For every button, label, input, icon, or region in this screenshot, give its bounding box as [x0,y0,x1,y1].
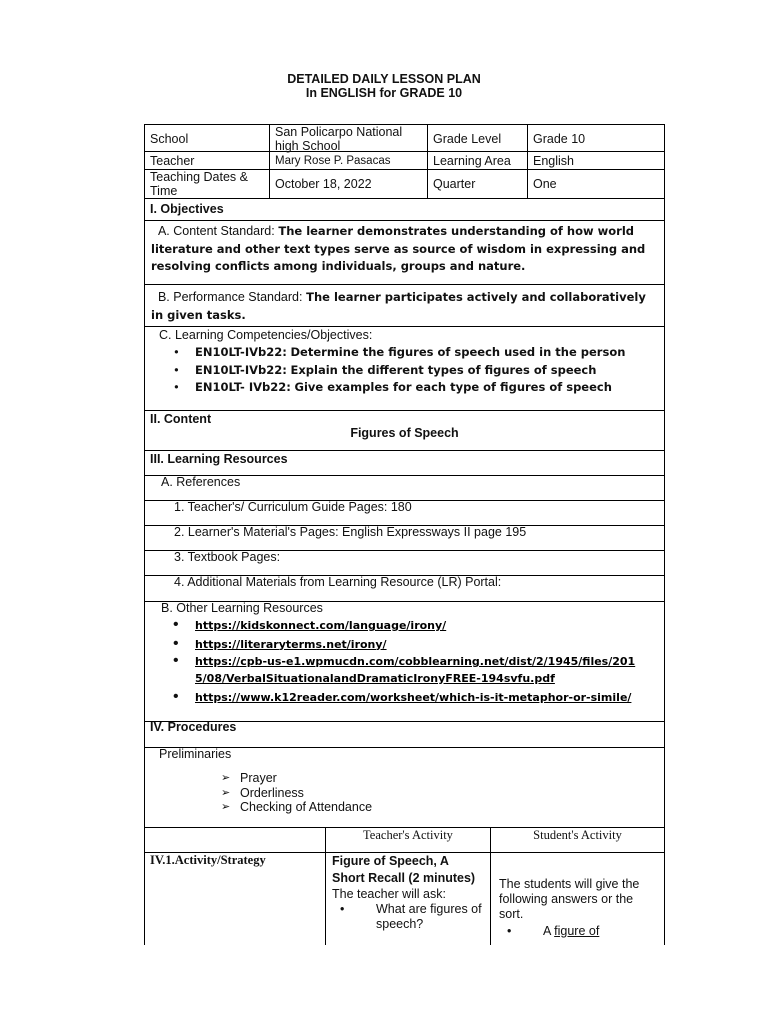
resource-link[interactable]: https://literaryterms.net/irony/ [195,637,387,651]
student-answer-list [499,924,656,939]
teacher-activity-intro: The teacher will ask: [332,887,446,901]
ref-learner-material: 2. Learner's Material's Pages: English Expressways II page 195 [174,525,527,539]
info-row-dates [145,170,664,199]
student-activity-cell [490,853,664,945]
teacher-activity-title: Figure of Speech, A Short Recall (2 minutes) [332,854,476,885]
teacher-activity-header: Teacher's Activity [325,828,490,852]
activity-header-row [145,828,664,853]
resource-link-item [165,653,645,687]
document-subtitle: In ENGLISH for GRADE 10 [305,86,463,100]
resource-link-item [165,688,645,707]
performance-standard-row [145,285,664,327]
ref-additional: 4. Additional Materials from Learning Resource (LR) Portal: [174,575,502,589]
resource-link[interactable]: https://www.k12reader.com/worksheet/which-is-it-metaphor-or-simile/ [195,691,632,704]
school-label: School [150,132,189,146]
info-row-teacher [145,152,664,170]
activity-label: IV.1.Activity/Strategy [150,853,266,867]
teacher-value: Mary Rose P. Pasacas [269,152,427,169]
student-activity-intro: The students will give the following answers or the sort. [499,877,640,921]
preliminaries-row [145,748,664,828]
objectives-heading: I. Objectives [150,202,224,216]
ref-textbook: 3. Textbook Pages: [174,550,281,564]
resources-heading-row [145,451,664,476]
area-label: Learning Area [427,152,527,169]
references-label: A. References [161,475,241,489]
preliminaries-list [221,771,372,815]
grade-label: Grade Level [427,125,527,151]
ref3-row [145,551,664,576]
competency-item: • EN10LT-IVb22: Explain the different types of figures of speech [165,362,625,380]
resource-link-item [165,635,645,654]
competencies-label: C. Learning Competencies/Objectives: [159,328,373,342]
content-row [145,411,664,451]
activity-row [145,853,664,945]
dates-label: Teaching Dates & Time [150,170,248,198]
resources-heading: III. Learning Resources [150,452,288,466]
competencies-list [165,344,625,397]
student-activity-header: Student's Activity [490,828,664,852]
content-topic: Figures of Speech [350,426,459,440]
document-title: DETAILED DAILY LESSON PLAN [287,72,481,86]
quarter-value: One [527,170,664,198]
resource-link-item [165,616,645,635]
competency-item: • EN10LT-IVb22: Determine the figures of speech used in the person [165,344,625,362]
resource-link[interactable]: https://cpb-us-e1.wpmucdn.com/cobblearning.net/dist/2/1945/files/2015/08/VerbalSituationalandDramaticIronyFREE-194svfu.pdf [195,655,636,685]
content-heading: II. Content [150,412,212,426]
student-answer: • A figure of [499,924,656,939]
competency-item: • EN10LT- IVb22: Give examples for each type of figures of speech [165,379,625,397]
preliminary-item: ➢ Orderliness [221,786,372,801]
teacher-label: Teacher [150,154,195,168]
ref4-row [145,576,664,602]
lesson-plan-table [144,124,665,945]
grade-value: Grade 10 [527,125,664,151]
info-row-school [145,125,664,152]
school-value: San Policarpo National high School [269,125,427,151]
other-resources-label: B. Other Learning Resources [161,601,323,615]
other-resources-row [145,602,664,722]
dates-value: October 18, 2022 [269,170,427,198]
preliminary-item: ➢ Checking of Attendance [221,800,372,815]
resource-links [165,616,645,707]
teacher-question-list [332,902,484,932]
performance-standard: B. Performance Standard: The learner participates actively and collaboratively in given tasks. [151,290,646,322]
teacher-question: • What are figures of speech? [332,902,484,932]
references-row [145,476,664,501]
resource-link[interactable]: https://kidskonnect.com/language/irony/ [195,619,447,632]
content-standard-row [145,221,664,285]
ref1-row [145,501,664,526]
quarter-label: Quarter [427,170,527,198]
ref-teacher-guide: 1. Teacher's/ Curriculum Guide Pages: 180 [174,500,412,514]
content-standard: A. Content Standard: The learner demonstrates understanding of how world literature and other text types serve as source of wisdom in expressing and resolving conflicts among individuals, groups and nature. [151,224,646,273]
objectives-heading-row [145,199,664,221]
competencies-row [145,327,664,411]
activity-header-blank [145,828,325,852]
ref2-row [145,526,664,551]
procedures-heading: IV. Procedures [150,720,237,734]
area-value: English [527,152,664,169]
procedures-heading-row [145,722,664,748]
teacher-activity-cell [325,853,490,945]
preliminaries-label: Preliminaries [159,747,232,761]
preliminary-item: ➢ Prayer [221,771,372,786]
